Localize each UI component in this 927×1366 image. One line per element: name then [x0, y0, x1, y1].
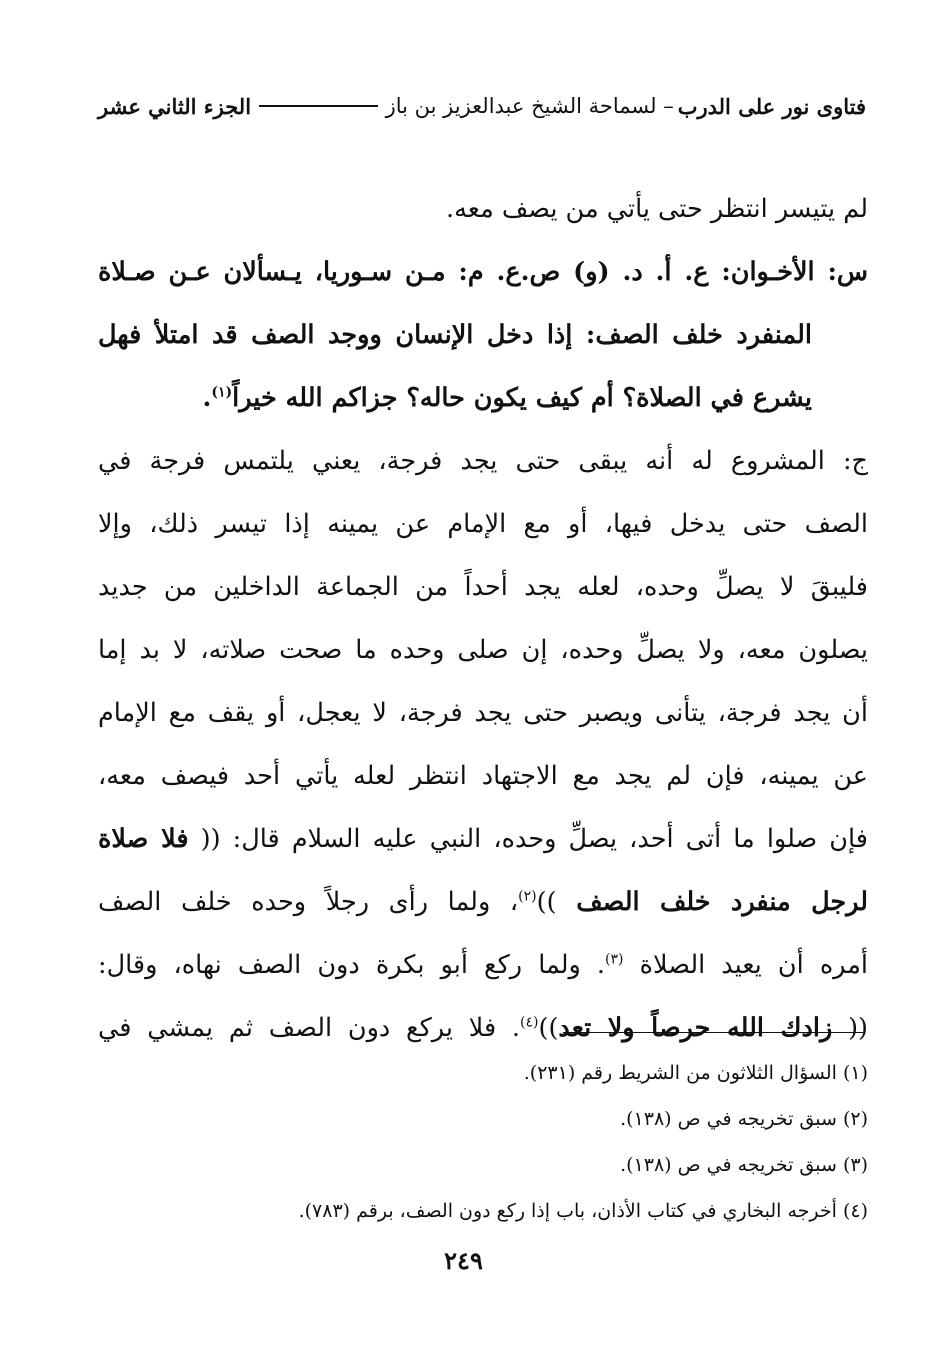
- volume-part: الجزء الثاني عشر: [98, 93, 252, 119]
- quote-close: )): [538, 1013, 559, 1043]
- text-line: لم يتيسر انتظر حتى يأتي من يصف معه.: [446, 194, 868, 224]
- question-text: يشرع في الصلاة؟ أم كيف يكون حاله؟ جزاكم الله خيراً: [232, 383, 812, 413]
- footnote: (٣) سبق تخريجه في ص (١٣٨).: [620, 1154, 868, 1176]
- question-line: المنفرد خلف الصف: إذا دخل الإنسان ووجد الصف قد امتلأ فهل: [98, 320, 812, 350]
- answer-line: [98, 808, 868, 871]
- question-line: يشرع في الصلاة؟ أم كيف يكون حاله؟ جزاكم الله خيراً$^{(١)}$.: [202, 383, 812, 413]
- footnote-mark: (٢): [518, 888, 537, 905]
- footnote-mark: (٣): [605, 951, 624, 968]
- answer-line: أن يجد فرجة، يتأنى ويصبر حتى يجد فرجة، لا يعجل، أو يقف مع الإمام: [98, 698, 868, 728]
- answer-text: . ولما ركع أبو بكرة دون الصف نهاه، وقال:: [98, 950, 606, 980]
- header-rule: [259, 105, 378, 107]
- answer-line: عن يمينه، فإن لم يجد مع الاجتهاد انتظر لعله يأتي أحد فيصف معه،: [98, 761, 868, 791]
- answer-text: ، ولما رأى رجلاً وحده خلف الصف: [98, 887, 519, 917]
- hadith-quote: زادك الله حرصاً ولا تعد: [558, 1013, 833, 1043]
- answer-text: فإن صلوا ما أتى أحد، يصلِّ وحده، النبي عليه السلام قال: ((: [200, 824, 868, 854]
- main-text: [98, 178, 868, 1060]
- answer-text: . فلا يركع دون الصف ثم يمشي في: [98, 1013, 521, 1043]
- answer-line: [98, 934, 868, 997]
- answer-line: ج: المشروع له أنه يبقى حتى يجد فرجة، يعني يلتمس فرجة في: [98, 446, 868, 476]
- footnote: (٢) سبق تخريجه في ص (١٣٨).: [620, 1108, 868, 1130]
- hadith-quote: فلا صلاة: [98, 824, 189, 854]
- page-number: ٢٤٩: [444, 1246, 483, 1275]
- author-name: – لسماحة الشيخ عبدالعزيز بن باز: [385, 94, 674, 118]
- footnote-mark: (٤): [520, 1014, 539, 1031]
- answer-line: الصف حتى يدخل فيها، أو مع الإمام عن يمينه إذا تيسر ذلك، وإلا: [98, 509, 868, 539]
- footnotes: [120, 1050, 868, 1234]
- footnote: (٤) أخرجه البخاري في كتاب الأذان، باب إذا ركع دون الصف، برقم (٧٨٣).: [298, 1200, 868, 1222]
- footnote-mark: (١): [211, 384, 233, 401]
- answer-line: يصلون معه، ولا يصلِّ وحده، إن صلى وحده ما صحت صلاته، لا بد إما: [98, 635, 868, 665]
- footnote: (١) السؤال الثلاثون من الشريط رقم (٢٣١).: [523, 1062, 868, 1084]
- footnote-separator: [563, 1032, 863, 1033]
- answer-text: أمره أن يعيد الصلاة: [639, 950, 868, 980]
- answer-line: فليبقَ لا يصلِّ وحده، لعله يجد أحداً من الجماعة الداخلين من جديد: [98, 572, 868, 602]
- quote-open: ((: [848, 1013, 868, 1043]
- book-title: فتاوى نور على الدرب: [677, 93, 866, 119]
- quote-close: )): [536, 887, 557, 917]
- question-line: س: الأخـوان: ع. أ. د. (و) ص.ع. م: مـن سـوريا، يـسألان عـن صـلاة: [98, 257, 868, 287]
- running-header: [98, 88, 866, 124]
- hadith-quote: لرجل منفرد خلف الصف: [576, 887, 868, 917]
- answer-line: [98, 871, 868, 934]
